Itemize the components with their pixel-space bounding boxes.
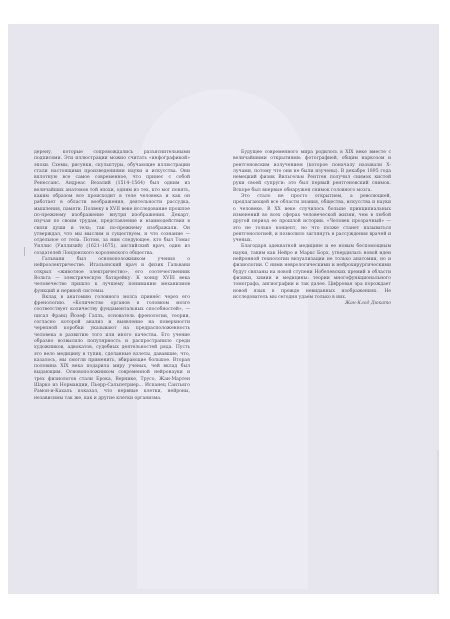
paragraph: Это стало не просто открытием, а революцией, предлагающей все области знания, общества, искусства и науки о человеке. В XX веке случилось больше принципиальных изменений во всех сферах человеческой жизни, чем в любой другой период ее прошлой истории. «Человек прозрачный» — это не только концепт, но что позже станет называться рентгенологией, и позволило заглянуть в рассуждения врачей и ученых. xyxy=(233,194,391,244)
paragraph: Благодаря адекватной медицине и ее новым беспомощным науки, таким как Нейро и Маркс Борх, утвердилась новой идеи нейронной технологии визуализации не только анатомии, но и физиологии. С ними неврологическими и нейрохирургическими будут связаны на новой ступени Нобелевских премий в области физики, химии и медицины: теории многофункционального томографа, ангиографии и так далее. Цифровая эра порождает новой язык в прежде невиданных изображениях. Не исследователь мы сегодня удаем только в них. xyxy=(233,244,391,300)
margin-mark xyxy=(24,247,25,256)
paragraph: дерену, которые сопровождались разъяснительными подписями. Эти иллюстрации можно считать «инфографикой» эпохи. Схемы, рисунки, скульптуры, обучающие иллюстрации стали настоящими произведениями науки и искусства. Они вплотную все самое современное, что принес с собой Ренессанс. Андреас Везалий (1514–1564) был одним из величайших анатомов той эпохи, одним из тех, кто мог понять, каким образом все происходит в теле человека и как он работает в области воображения, деятельности рассудка, мышления, памяти. Полвеку в XVII веке исследование прошлое по-прежнему изображение внутри изображения. Декарт, изучая по своим трудам, представление и взаимодействия в связи души и тела; так по-прежнему изображали. Он утверждал, что мы мыслим и существуем, и что сознание — отдельное от тела. Потом, за ним следующее, кто был Томас Уиллис (Уиллизий) (1621–1675), английский врач, один из создателей Лондонского королевского общества. xyxy=(34,150,190,256)
paragraph: Будущее современного мира родилось в XIX веке вместе с величайшими открытиями: фотографией, общим наркозом и рентгеновским излучением (которое поначалу называли Х-лучами, потому что они не были изучены). В декабре 1895 года немецкий физик Вильгельм Рентген получил снимок кистей руки своей супруги: это был первый рентгеновский снимок. Вскоре был впервые обнаружен снимок головного мозга. xyxy=(233,150,391,193)
left-text-column xyxy=(34,150,190,402)
right-text-column xyxy=(233,150,391,307)
paragraph: Вклад в анатомию головного мозга привнёс через его френологию. «Количество органов в головном мозге соответствует количеству фундаментальных способностей», — писал Франц Йозеф Галль, основатель френологии, теории, согласно которой анализ и выявление на поверхности черепной коробки указывают на предрасположенность человека в развитию того или иного качества. Его учение образно возвысило популярность и распространило среди художников, адвокатов, судебных деятельностей ряда. Пусть это вело медицину в тупик, сделанные взлеты, дававшие, что, казалось, мы смогли применить, вбирающие большое. Вторая половина XIX века подарила миру ученых, чей вклад был выдающим. Основоположником современной нейронауки и трех физиологов стали Брока, Вернике, Трусо, Жан-Мартен Шарко из Нормандии, Пьерр-Сальпетриер... Испанец Сантьяго Рамон-и-Кахаль показал, что нервные клетки, нейроны, независимы так же, как и другие клетки организма. xyxy=(34,294,190,401)
author-signature: Жан-Клод Дюкато xyxy=(344,301,391,307)
page-edge xyxy=(437,450,439,594)
paragraph: Гальвани был основоположником учения о нейроэлектричестве. Итальянский врач и физик Гальвани открыл «животное электричество», его соотечественник Вольта — электрическую батарейку. К концу XVIII века человечество пришло к лучшему пониманию механизмов функций и нервной системы. xyxy=(34,257,190,294)
